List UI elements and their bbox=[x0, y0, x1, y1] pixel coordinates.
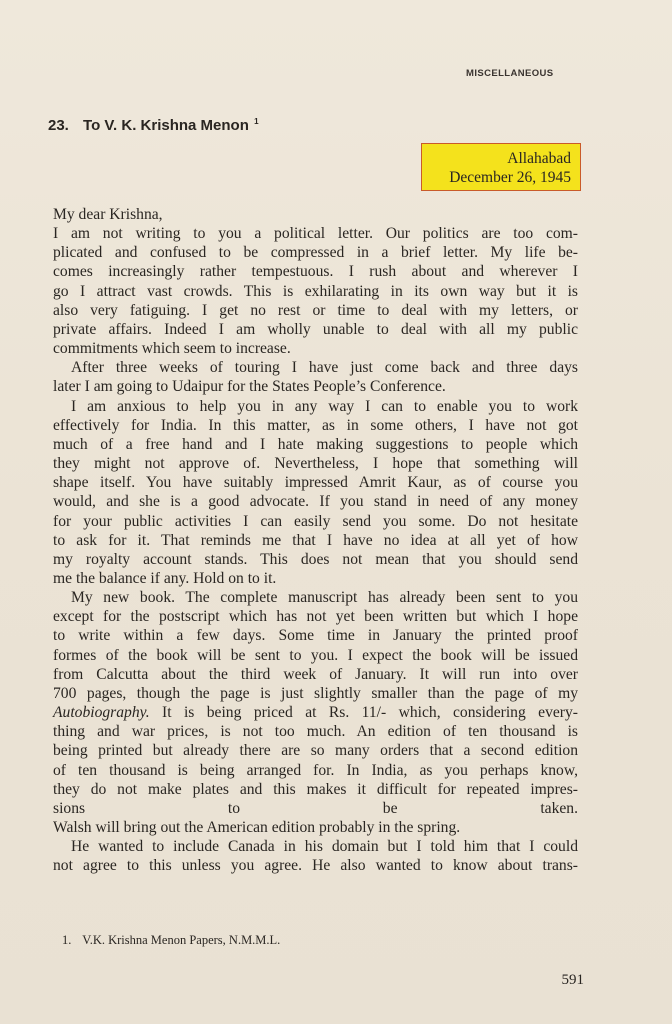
text-line: commitments which seem to increase. bbox=[53, 340, 291, 358]
page-number: 591 bbox=[561, 972, 584, 988]
footnote-ref: 1 bbox=[254, 117, 259, 126]
text-line: my royalty account stands. This does not mean that you should send bbox=[53, 550, 578, 568]
text-line: being printed but already there are so many orders that a second edition bbox=[53, 742, 578, 760]
text-line: plicated and confused to be compressed in a brief letter. My life be- bbox=[53, 244, 578, 262]
book-title-italic: Autobiography. bbox=[53, 704, 150, 722]
text-line: He wanted to include Canada in his domain but I told him that I could bbox=[71, 838, 578, 856]
text-line: later I am going to Udaipur for the States People’s Conference. bbox=[53, 378, 446, 396]
text-line: 700 pages, though the page is just slightly smaller than the page of my bbox=[53, 684, 578, 702]
text-line: shape itself. You have suitably impressed Amrit Kaur, as of course you bbox=[53, 474, 578, 492]
footnote bbox=[62, 933, 280, 948]
running-head: MISCELLANEOUS bbox=[466, 68, 554, 79]
text-line: from Calcutta about the third week of January. It will run into over bbox=[53, 665, 578, 683]
text-line: thing and war prices, is not too much. An edition of ten thousand is bbox=[53, 723, 578, 741]
document-number: 23. bbox=[48, 117, 69, 134]
text-line: except for the postscript which has not yet been written but which I hope bbox=[53, 608, 578, 626]
text-line: private affairs. Indeed I am wholly unable to deal with all my public bbox=[53, 320, 578, 338]
text-line: After three weeks of touring I have just come back and three days bbox=[71, 359, 578, 377]
text-line: they do not make plates and this makes it difficult for repeated impres- bbox=[53, 780, 578, 798]
footnote-number: 1. bbox=[62, 933, 72, 947]
text-line: of ten thousand is being arranged for. In India, as you perhaps know, bbox=[53, 761, 578, 779]
text-line: me the balance if any. Hold on to it. bbox=[53, 569, 277, 587]
text-line: for your public activities I can easily send you some. Do not hesitate bbox=[53, 512, 578, 530]
text-line: effectively for India. In this matter, as in some others, I have not got bbox=[53, 416, 578, 434]
dateline-date: December 26, 1945 bbox=[449, 169, 571, 186]
document-heading bbox=[48, 117, 259, 134]
text-line: I am anxious to help you in any way I can to enable you to work bbox=[71, 397, 578, 415]
salutation: My dear Krishna, bbox=[53, 206, 163, 223]
text-line: Walsh will bring out the American edition probably in the spring. bbox=[53, 819, 461, 836]
text-line: not agree to this unless you agree. He also wanted to know about trans- bbox=[53, 857, 578, 875]
text-line: sions to be taken. bbox=[53, 799, 578, 817]
text-line: much of a free hand and I hate making suggestions to people which bbox=[53, 435, 578, 453]
dateline-highlight bbox=[421, 143, 581, 191]
text-line: to ask for it. That reminds me that I have no idea at all yet of how bbox=[53, 531, 578, 549]
document-title: To V. K. Krishna Menon bbox=[83, 117, 249, 134]
footnote-text: V.K. Krishna Menon Papers, N.M.M.L. bbox=[82, 933, 281, 947]
text-line: would, and she is a good advocate. If you stand in need of any money bbox=[53, 493, 578, 511]
text-line: My new book. The complete manuscript has already been sent to you bbox=[71, 589, 578, 607]
text-line: also very fatiguing. I get no rest or time to deal with my letters, or bbox=[53, 301, 578, 319]
dateline-place: Allahabad bbox=[507, 150, 571, 167]
text-line: formes of the book will be sent to you. I expect the book will be issued bbox=[53, 646, 578, 664]
text-line: I am not writing to you a political letter. Our politics are too com- bbox=[53, 225, 578, 243]
text-line-rest: It is being priced at Rs. 11/- which, considering every- bbox=[149, 704, 578, 722]
text-line: go I attract vast crowds. This is exhilarating in its own way but it is bbox=[53, 282, 578, 300]
text-line-with-italic bbox=[53, 703, 578, 722]
letter-body bbox=[53, 205, 578, 875]
text-line: they might not approve of. Nevertheless, I hope that something will bbox=[53, 455, 578, 473]
text-line: comes increasingly rather tempestuous. I rush about and wherever I bbox=[53, 263, 578, 281]
text-line: to write within a few days. Some time in January the printed proof bbox=[53, 627, 578, 645]
